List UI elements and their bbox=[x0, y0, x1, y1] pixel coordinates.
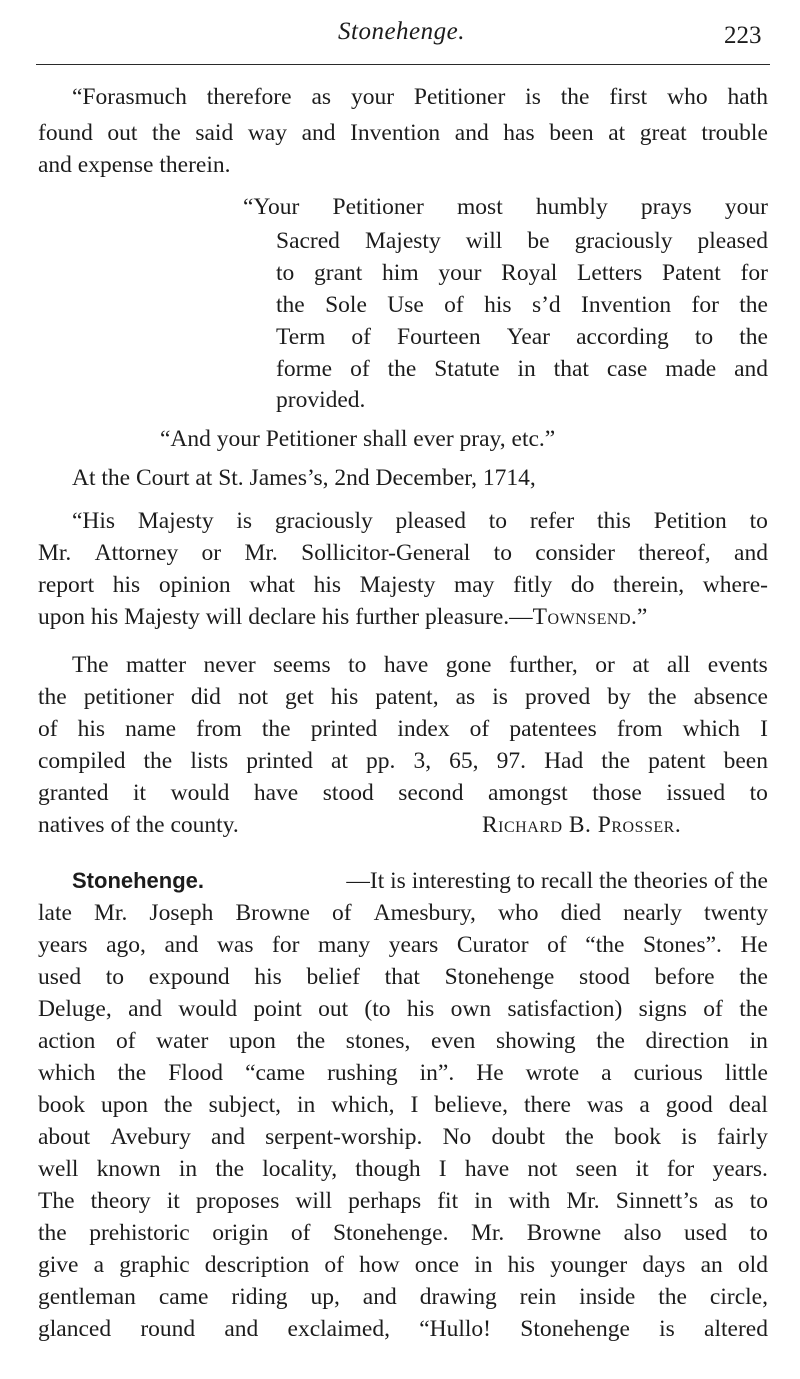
running-head bbox=[0, 14, 800, 50]
note-line: gentleman came riding up, and drawing rein inside the circle, bbox=[38, 1284, 768, 1310]
court-line: report his opinion what his Majesty may fitly do therein, where- bbox=[38, 572, 768, 598]
note-line: The theory it proposes will perhaps fit in with Mr. Sinnett’s as to bbox=[38, 1188, 768, 1214]
petition-line: and expense therein. bbox=[38, 152, 231, 178]
note-line: the prehistoric origin of Stonehenge. Mr. Browne also used to bbox=[38, 1220, 768, 1246]
note-line: used to expound his belief that Stonehenge stood before the bbox=[38, 964, 768, 990]
commentary-line: The matter never seems to have gone further, or at all events bbox=[72, 652, 768, 678]
note-line: well known in the locality, though I have not seen it for years. bbox=[38, 1156, 768, 1182]
commentary-line: of his name from the printed index of patentees from which I bbox=[38, 716, 768, 742]
commentary-last-line: natives of the county. bbox=[38, 812, 239, 838]
commentary-line: the petitioner did not get his patent, as is proved by the absence bbox=[38, 684, 768, 710]
court-line: “His Majesty is graciously pleased to refer this Petition to bbox=[72, 508, 768, 534]
court-line-text: upon his Majesty will declare his further pleasure.— bbox=[38, 604, 533, 630]
petition-line: “Forasmuch therefore as your Petitioner is the first who hath bbox=[72, 84, 768, 110]
note-line: about Avebury and serpent-worship. No doubt the book is fairly bbox=[38, 1124, 768, 1150]
signatory-name: Townsend bbox=[532, 604, 632, 630]
prayer-line: Term of Fourteen Year according to the bbox=[276, 324, 768, 350]
prayer-line: the Sole Use of his s’d Invention for the bbox=[276, 292, 768, 318]
court-line-end: .” bbox=[631, 604, 648, 630]
note-line: give a graphic description of how once in his younger days an old bbox=[38, 1252, 768, 1278]
prayer-line: forme of the Statute in that case made and bbox=[276, 356, 768, 382]
running-title: Stonehenge. bbox=[338, 18, 465, 45]
commentary-line: compiled the lists printed at pp. 3, 65, 97. Had the patent been bbox=[38, 748, 768, 774]
note-line: Deluge, and would point out (to his own satisfaction) signs of the bbox=[38, 996, 768, 1022]
court-line: Mr. Attorney or Mr. Sollicitor-General to consider thereof, and bbox=[38, 540, 768, 566]
header-rule bbox=[36, 64, 770, 65]
note-line: late Mr. Joseph Browne of Amesbury, who died nearly twenty bbox=[38, 900, 768, 926]
petition-line: found out the said way and Invention and has been at great trouble bbox=[38, 120, 768, 146]
note-first-line bbox=[72, 866, 768, 896]
court-dateline: At the Court at St. James’s, 2nd December, 1714, bbox=[72, 465, 536, 491]
prayer-line: to grant him your Royal Letters Patent for bbox=[276, 260, 768, 286]
court-line bbox=[38, 602, 647, 632]
note-first-line-text: —It is interesting to recall the theories of the bbox=[346, 868, 768, 894]
prayer-line: Sacred Majesty will be graciously pleased bbox=[276, 228, 768, 254]
note-line: book upon the subject, in which, I believe, there was a good deal bbox=[38, 1092, 768, 1118]
note-heading: Stonehenge. bbox=[72, 868, 205, 893]
note-line: glanced round and exclaimed, “Hullo! Stonehenge is altered bbox=[38, 1316, 768, 1342]
author-signature: Richard B. Prosser. bbox=[482, 812, 682, 838]
note-line: action of water upon the stones, even showing the direction in bbox=[38, 1028, 768, 1054]
petition-closing: “And your Petitioner shall ever pray, etc.” bbox=[160, 426, 556, 452]
commentary-line: granted it would have stood second amongst those issued to bbox=[38, 780, 768, 806]
prayer-line: “Your Petitioner most humbly prays your bbox=[243, 194, 768, 220]
note-line: which the Flood “came rushing in”. He wrote a curious little bbox=[38, 1060, 768, 1086]
note-line: years ago, and was for many years Curator of “the Stones”. He bbox=[38, 932, 768, 958]
page-number: 223 bbox=[724, 22, 762, 49]
prayer-line: provided. bbox=[276, 387, 366, 413]
